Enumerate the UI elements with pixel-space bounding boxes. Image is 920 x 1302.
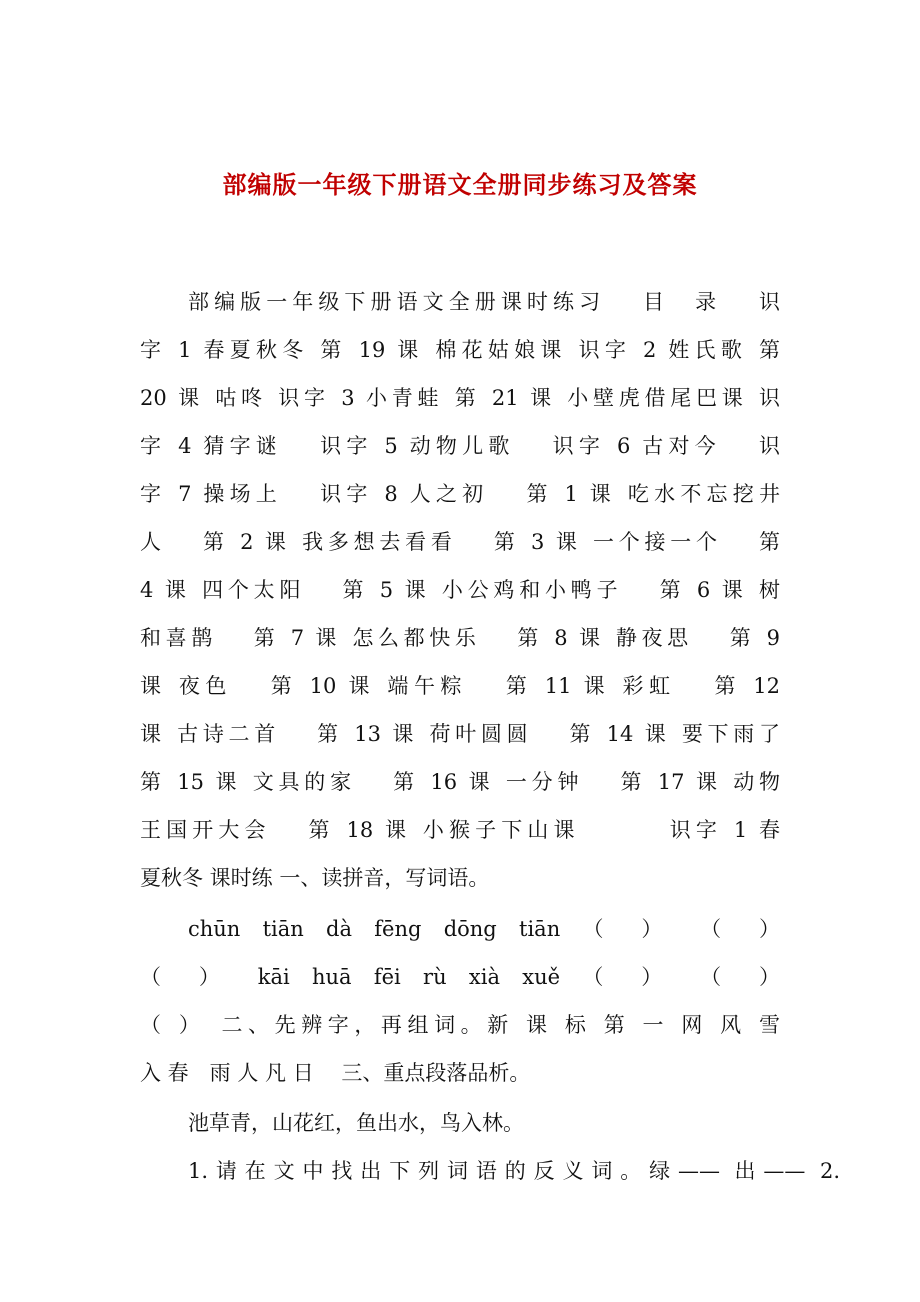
text-line: 王国开大会 第 18 课 小猴子下山课 识字 1 春 xyxy=(140,818,780,842)
text-line: 第 15 课 文具的家 第 16 课 一分钟 第 17 课 动物 xyxy=(140,770,780,794)
text-line: 课 夜色 第 10 课 端午粽 第 11 课 彩虹 第 12 xyxy=(140,674,780,698)
text-line: 夏秋冬 课时练 一、读拼音，写词语。 xyxy=(140,866,490,890)
text-line: 字 1 春夏秋冬 第 19 课 棉花姑娘课 识字 2 姓氏歌 第 xyxy=(140,338,780,362)
text-line: 字 4 猜字谜 识字 5 动物儿歌 识字 6 古对今 识 xyxy=(140,434,780,458)
text-line: 人 第 2 课 我多想去看看 第 3 课 一个接一个 第 xyxy=(140,530,780,554)
text-line: 和喜鹊 第 7 课 怎么都快乐 第 8 课 静夜思 第 9 xyxy=(140,626,780,650)
pinyin-line: chūn tiān dà fēng dōng tiān （ ） （ ） xyxy=(188,917,780,941)
question-line: 1.请在文中找出下列词语的反义词。绿—— 出—— 2. xyxy=(188,1159,840,1183)
document-title: 部编版一年级下册语文全册同步练习及答案 xyxy=(222,170,698,199)
text-line: 4 课 四个太阳 第 5 课 小公鸡和小鸭子 第 6 课 树 xyxy=(140,578,780,602)
poem-line: 池草青，山花红，鱼出水，鸟入林。 xyxy=(188,1111,524,1135)
text-line: 入 春 雨 人 凡 日 三、重点段落品析。 xyxy=(140,1061,531,1085)
pinyin-line: （ ） kāi huā fēi rù xià xuě （ ） （ ） xyxy=(140,965,780,989)
text-line: 字 7 操场上 识字 8 人之初 第 1 课 吃水不忘挖井 xyxy=(140,482,780,506)
text-line: 课 古诗二首 第 13 课 荷叶圆圆 第 14 课 要下雨了 xyxy=(140,722,780,746)
text-line: （ ） 二、先辨字，再组词。新 课 标 第 一 网 风 雪 xyxy=(140,1013,780,1037)
text-line: 20 课 咕咚 识字 3 小青蛙 第 21 课 小壁虎借尾巴课 识 xyxy=(140,386,780,410)
text-line: 部编版一年级下册语文全册课时练习 目 录 识 xyxy=(188,290,780,314)
